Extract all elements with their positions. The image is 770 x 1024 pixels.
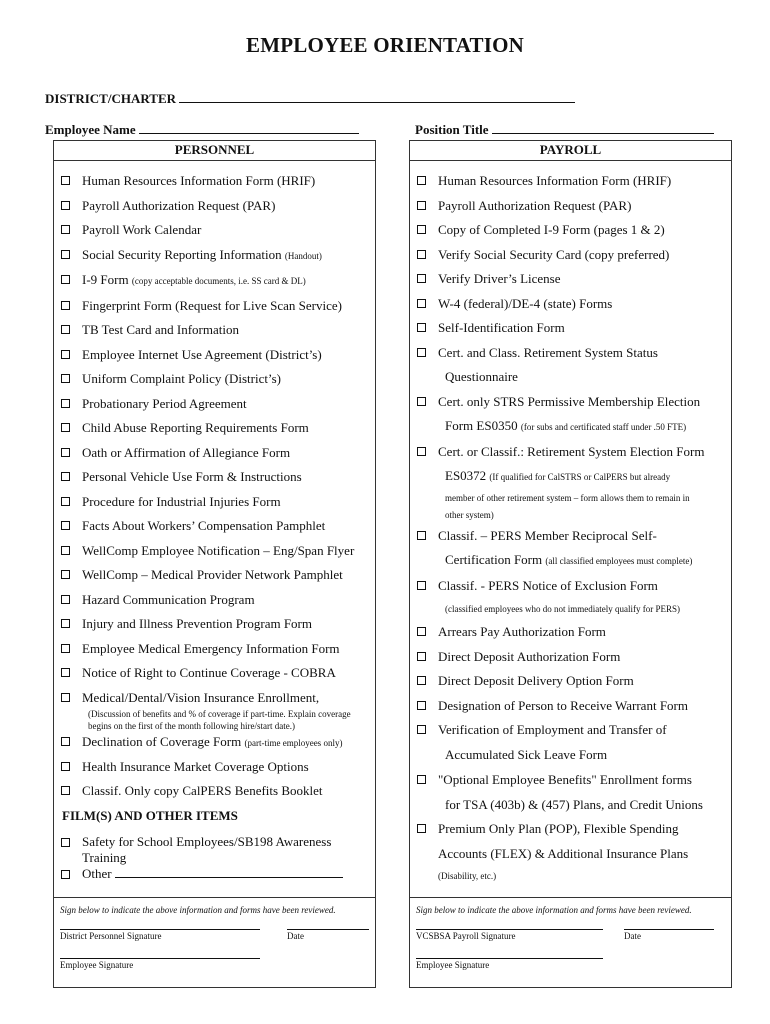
checklist-item-exclusion (410, 574, 731, 599)
item-note: (part-time employees only) (244, 737, 343, 748)
checklist-item (410, 645, 731, 670)
checkbox[interactable] (417, 775, 426, 784)
checklist-item (410, 243, 731, 268)
checkbox[interactable] (61, 350, 70, 359)
checkbox[interactable] (61, 201, 70, 210)
checklist-item (410, 669, 731, 694)
checklist-item (54, 563, 375, 588)
item-label: Uniform Complaint Policy (District’s) (82, 371, 281, 386)
item-label: Employee Internet Use Agreement (District’s) (82, 346, 322, 362)
item-continuation: Accumulated Sick Leave Form (445, 746, 608, 762)
checkbox[interactable] (61, 595, 70, 604)
checklist-item (54, 268, 375, 294)
item-label: Hazard Communication Program (82, 591, 255, 607)
checklist-item (54, 243, 375, 269)
checkbox[interactable] (417, 627, 426, 636)
checklist-item (410, 218, 731, 243)
checklist-item (54, 218, 375, 243)
item-label: Self-Identification Form (438, 320, 565, 335)
checklist-item (54, 490, 375, 515)
payroll-panel (409, 140, 732, 988)
position-title-row (415, 121, 714, 138)
district-label: DISTRICT/CHARTER (45, 91, 177, 106)
item-label: Cert. and Class. Retirement System Status (438, 344, 658, 360)
checkbox[interactable] (61, 448, 70, 457)
checkbox[interactable] (417, 824, 426, 833)
item-label: Form ES0350 (445, 418, 521, 433)
item-label: Notice of Right to Continue Coverage - COBRA (82, 665, 336, 680)
checklist-item (54, 294, 375, 319)
checkbox[interactable] (61, 472, 70, 481)
item-label: Designation of Person to Receive Warrant Form (438, 697, 688, 713)
checkbox[interactable] (61, 301, 70, 310)
checklist-item (54, 612, 375, 637)
item-continuation: Accounts (FLEX) & Additional Insurance Plans (438, 845, 689, 861)
item-continuation (410, 464, 731, 490)
checkbox[interactable] (417, 581, 426, 590)
other-input-line[interactable] (115, 866, 343, 878)
item-continuation: for TSA (403b) & (457) Plans, and Credit Unions (445, 796, 703, 812)
signature-line[interactable] (60, 929, 260, 930)
item-label: "Optional Employee Benefits" Enrollment forms (438, 772, 692, 787)
review-note: Sign below to indicate the above information and forms have been reviewed. (60, 905, 336, 915)
checklist-item (54, 343, 375, 368)
position-title-input-line[interactable] (492, 121, 714, 134)
checklist-item-safety (54, 834, 342, 866)
signature-row (54, 915, 375, 945)
checkbox[interactable] (417, 397, 426, 406)
item-note: (If qualified for CalSTRS or CalPERS but already (489, 472, 671, 482)
checklist-item (54, 318, 375, 343)
signature-line[interactable] (416, 929, 603, 930)
item-note: (Disability, etc.) (438, 871, 497, 881)
district-input-line[interactable] (179, 90, 575, 103)
checklist-item (54, 367, 375, 392)
checkbox[interactable] (417, 250, 426, 259)
personnel-panel (53, 140, 376, 988)
item-note: member of other retirement system – form allows them to remain in (445, 492, 690, 503)
checklist-item (54, 755, 375, 780)
item-continuation (410, 414, 731, 440)
checkbox[interactable] (61, 497, 70, 506)
item-label: TB Test Card and Information (82, 322, 239, 337)
checklist-item-declination (54, 732, 375, 753)
item-label: Verification of Employment and Transfer of (438, 722, 667, 737)
item-label: Payroll Authorization Request (PAR) (82, 197, 276, 213)
item-label: Classif. - PERS Notice of Exclusion Form (438, 577, 658, 593)
checklist-item (54, 539, 375, 564)
checklist-item (54, 416, 375, 441)
employee-name-row (45, 121, 359, 138)
checklist-item (410, 267, 731, 292)
item-label: Other (82, 865, 112, 881)
item-label: Employee Medical Emergency Information Form (82, 640, 340, 656)
payroll-checklist (410, 169, 731, 886)
checklist-item-premium (410, 817, 731, 842)
checkbox[interactable] (61, 786, 70, 795)
checklist-item (54, 194, 375, 219)
date-line[interactable] (624, 929, 714, 930)
checklist-item-medical (54, 688, 375, 708)
date-label: Date (624, 931, 641, 941)
item-note: (classified employees who do not immediately qualify for PERS) (445, 604, 680, 614)
checkbox[interactable] (61, 521, 70, 530)
checkbox[interactable] (61, 693, 70, 702)
medical-note: (Discussion of benefits and % of coverage if part-time. Explain coverage begins on the first of the month following hire/start date.) (88, 708, 351, 731)
checkbox[interactable] (417, 299, 426, 308)
checkbox[interactable] (417, 274, 426, 283)
item-label: Classif. – PERS Member Reciprocal Self- (438, 527, 657, 543)
checkbox[interactable] (417, 323, 426, 332)
checklist-item (410, 620, 731, 645)
checklist-item (54, 392, 375, 417)
item-note: (Handout) (284, 250, 322, 261)
item-label: Direct Deposit Authorization Form (438, 648, 621, 664)
item-label: Cert. or Classif.: Retirement System Election Form (438, 443, 705, 459)
signature-row (410, 945, 731, 975)
checklist-item-election (410, 440, 731, 465)
checklist-item-strs (410, 390, 731, 415)
checklist-item-verification (410, 718, 731, 743)
date-label: Date (287, 931, 304, 941)
item-label: Arrears Pay Authorization Form (438, 624, 606, 639)
date-line[interactable] (287, 929, 369, 930)
item-label: WellComp – Medical Provider Network Pamphlet (82, 567, 343, 582)
checkbox[interactable] (417, 531, 426, 540)
employee-signature-label: Employee Signature (416, 960, 490, 970)
document-title: EMPLOYEE ORIENTATION (245, 33, 524, 57)
checklist-item (54, 661, 375, 686)
item-label: Injury and Illness Prevention Program Form (82, 616, 312, 631)
item-label: Human Resources Information Form (HRIF) (438, 173, 672, 188)
item-label: Payroll Work Calendar (82, 222, 202, 237)
item-continuation: Questionnaire (445, 369, 518, 384)
checkbox[interactable] (417, 725, 426, 734)
checkbox[interactable] (417, 348, 426, 357)
checkbox[interactable] (61, 570, 70, 579)
checklist-item (410, 169, 731, 194)
checklist-item-retirement-status (410, 341, 731, 366)
item-label: Declination of Coverage Form (82, 733, 245, 749)
checkbox[interactable] (61, 668, 70, 677)
checkbox[interactable] (417, 225, 426, 234)
checkbox[interactable] (61, 250, 70, 259)
personnel-checklist (54, 169, 375, 882)
payroll-signature-area (410, 897, 731, 975)
checklist-item (54, 588, 375, 613)
employee-name-input-line[interactable] (139, 121, 359, 134)
item-note: other system) (445, 509, 494, 520)
checkbox[interactable] (417, 652, 426, 661)
district-field-row (45, 90, 575, 107)
signature-row (410, 915, 731, 945)
checklist-item (410, 292, 731, 317)
checklist-item (54, 169, 375, 194)
item-label: Premium Only Plan (POP), Flexible Spending (438, 821, 679, 836)
signature-line[interactable] (60, 958, 260, 959)
item-label: Payroll Authorization Request (PAR) (438, 197, 632, 213)
personnel-header: PERSONNEL (54, 141, 375, 161)
item-label: Facts About Workers’ Compensation Pamphlet (82, 518, 326, 533)
item-label: Classif. Only copy CalPERS Benefits Booklet (82, 783, 323, 798)
checkbox[interactable] (61, 644, 70, 653)
item-label: Procedure for Industrial Injuries Form (82, 493, 281, 509)
item-label: Verify Driver’s License (438, 271, 561, 286)
checkbox[interactable] (61, 374, 70, 383)
item-label: Safety for School Employees/SB198 Awareness Training (82, 833, 332, 865)
checkbox[interactable] (417, 676, 426, 685)
checklist-item (410, 194, 731, 219)
checkbox[interactable] (61, 870, 70, 879)
district-signature-label: District Personnel Signature (60, 931, 162, 941)
checkbox[interactable] (61, 737, 70, 746)
item-label: Certification Form (445, 552, 546, 567)
checkbox[interactable] (417, 201, 426, 210)
item-label: Cert. only STRS Permissive Membership Election (438, 393, 701, 409)
item-label: ES0372 (445, 468, 490, 483)
checkbox[interactable] (61, 399, 70, 408)
item-label: Social Security Reporting Information (82, 246, 285, 262)
signature-row (54, 945, 375, 975)
checklist-item (410, 316, 731, 341)
item-note: (copy acceptable documents, i.e. SS card & DL) (131, 276, 306, 286)
checkbox[interactable] (61, 176, 70, 185)
item-label: Copy of Completed I-9 Form (pages 1 & 2) (438, 222, 665, 237)
item-label: Human Resources Information Form (HRIF) (82, 173, 316, 188)
checkbox[interactable] (61, 275, 70, 284)
checklist-item (54, 465, 375, 490)
checklist-item-optional (410, 768, 731, 793)
item-label: Verify Social Security Card (copy preferred) (438, 246, 670, 262)
checkbox[interactable] (61, 546, 70, 555)
payroll-signature-label: VCSBSA Payroll Signature (416, 931, 516, 941)
item-note: (for subs and certificated staff under .50 FTE) (520, 422, 687, 432)
item-label: WellComp Employee Notification – Eng/Span Flyer (82, 542, 355, 558)
checkbox[interactable] (61, 838, 70, 847)
item-label: Fingerprint Form (Request for Live Scan Service) (82, 297, 342, 313)
employee-name-label: Employee Name (45, 122, 136, 137)
checkbox[interactable] (61, 619, 70, 628)
item-label: Probationary Period Agreement (82, 395, 247, 411)
checkbox[interactable] (417, 176, 426, 185)
checkbox[interactable] (61, 423, 70, 432)
checkbox[interactable] (61, 225, 70, 234)
checklist-item (54, 441, 375, 466)
payroll-header: PAYROLL (410, 141, 731, 161)
item-continuation (410, 548, 731, 574)
checklist-item (54, 514, 375, 539)
checklist-item (54, 779, 375, 804)
item-note: (all classified employees must complete) (545, 556, 693, 566)
checkbox[interactable] (417, 701, 426, 710)
item-label: W-4 (federal)/DE-4 (state) Forms (438, 295, 613, 311)
checkbox[interactable] (61, 762, 70, 771)
item-label: Personal Vehicle Use Form & Instructions (82, 469, 302, 484)
checkbox[interactable] (417, 447, 426, 456)
checklist-item-other (54, 866, 375, 882)
review-note: Sign below to indicate the above information and forms have been reviewed. (416, 905, 692, 915)
checklist-item-reciprocal (410, 524, 731, 549)
personnel-signature-area (54, 897, 375, 975)
position-title-label: Position Title (415, 122, 489, 137)
checkbox[interactable] (61, 325, 70, 334)
film-section-header: FILM(S) AND OTHER ITEMS (62, 807, 238, 823)
signature-line[interactable] (416, 958, 603, 959)
item-label: Child Abuse Reporting Requirements Form (82, 420, 309, 435)
checklist-item (54, 637, 375, 662)
employee-signature-label: Employee Signature (60, 960, 134, 970)
item-label: I-9 Form (82, 272, 132, 287)
item-label: Direct Deposit Delivery Option Form (438, 673, 634, 688)
checklist-item (410, 694, 731, 719)
item-label: Medical/Dental/Vision Insurance Enrollment, (82, 689, 320, 705)
item-label: Oath or Affirmation of Allegiance Form (82, 444, 291, 460)
item-label: Health Insurance Market Coverage Options (82, 758, 309, 774)
